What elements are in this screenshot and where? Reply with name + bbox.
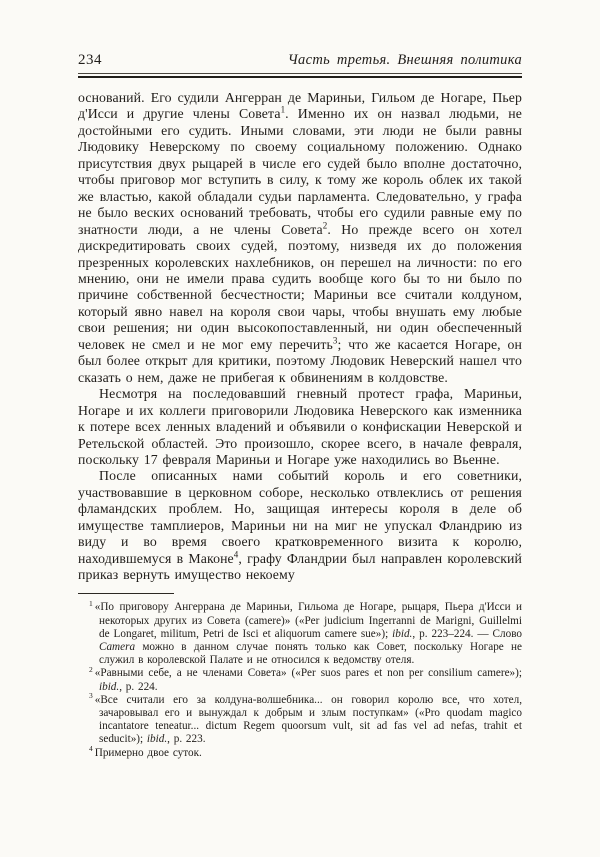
text-run: «Все считали его за колдуна-волшебника... он говорил королю все, что хотел, зачаровывал его и вынуждал к добрым и злым поступкам» («Pro quodam magico incantatore teneatur... dictum Regem quoorsum vult, sit ad fas vel ad nefas, trahit et seducit»); [94, 693, 522, 746]
footnote [78, 743, 522, 760]
footnote-ref: 4 [233, 549, 239, 560]
body-text [78, 90, 522, 584]
header-rule [78, 73, 522, 78]
footnotes-block [78, 598, 522, 759]
footnote-marker: 1 [89, 598, 93, 608]
text-run: , p. 224. [119, 680, 158, 693]
text-run: ; что же касается Ногаре, он был более открыт для критики, поэтому Людовик Неверский нашел что сказать о нем, даже не прибегая к обвинениям в колдовстве. [78, 336, 522, 385]
paragraph [78, 386, 522, 468]
footnote-ref: 1 [280, 104, 286, 115]
footnote-marker: 2 [89, 664, 93, 674]
text-run: оснований. Его судили Ангерран де Мариньи, Гильом де Ногаре, Пьер д'Исси и другие члены Совета [78, 89, 522, 122]
text-run: Примерно двое суток. [94, 746, 202, 759]
italic-text-run: ibid. [146, 733, 168, 746]
footnote [78, 664, 522, 693]
paragraph [78, 468, 522, 583]
text-run: После описанных нами событий король и его советники, участвовавшие в церковном соборе, несколько отвлеклись от решения фламандских проблем. Но, защищая интересы короля в деле об имуществе тамплиеров, Мариньи ни на миг не упускал Фландрию из виду и во время своего кратковременного визита к королю, находившемуся в Маконе [78, 468, 522, 566]
footnote [78, 598, 522, 667]
footnote-ref: 2 [322, 220, 328, 231]
text-run: . Именно их он назвал людьми, не достойными его судить. Иными словами, эти люди не были равны Людовику Неверскому по своему социальному положению. Однако присутствия двух рыцарей в числе его судей было вполне достаточно, чтобы приговор мог вступить в силу, к тому же король облек их такой же властью, какой обладали судьи парламента. Следовательно, у графа не было веских оснований требовать, чтобы его судили равные ему по знатности люди, а не члены Совета [78, 106, 522, 237]
page-header [78, 52, 522, 69]
text-run: , p. 223. [167, 733, 206, 746]
footnote-marker: 3 [89, 691, 93, 701]
text-run: «По приговору Ангеррана де Мариньи, Гильома де Ногаре, рыцаря, Пьера д'Исси и некоторых других из Совета (camere)» («Per judicium Ingerranni de Marigni, Guillelmi de Longaret, militum, Petri de Isci et aliquorum camere sue»); [94, 601, 522, 640]
text-run: «Равными себе, а не членами Совета» («Per suos pares et non per consilium camere»); [94, 667, 522, 680]
italic-text-run: Camera [99, 640, 136, 653]
header-rule-thick-line [78, 76, 522, 78]
footnote-ref: 3 [332, 335, 338, 346]
footnote [78, 691, 522, 747]
paragraph [78, 90, 522, 386]
text-run: Несмотря на последовавший гневный протест графа, Мариньи, Ногаре и их коллеги приговорили Людовика Неверского как изменника к потере всех ленных владений и объявили о конфискации Неверской и Ретельской областей. Это произошло, скорее всего, в начале февраля, поскольку 17 февраля Мариньи и Ногаре уже находились во Вьенне. [78, 386, 522, 467]
text-run: . Но прежде всего он хотел дискредитировать своих судей, поэтому, низведя их до положения презренных королевских нахлебников, он перешел на личности: по его мнению, они не имели права судить вообще кого бы то ни было по причине собственной бесчестности; Мариньи все считали колдуном, который явно навел на короля свои чары, чтобы внушать ему любые свои решения; ни один высокопоставленный, ни один обеспеченный человек не смел и не мог ему перечить [78, 221, 522, 352]
italic-text-run: ibid. [392, 627, 413, 640]
footnote-separator [78, 593, 174, 595]
text-run: , графу Фландрии был направлен королевский приказ вернуть имущество некоему [78, 550, 522, 583]
running-title: Часть третья. Внешняя политика [287, 52, 522, 68]
text-run: можно в данном случае понять только как Совет, поскольку Ногаре не служил в королевской Палате и не относился к ведомству отеля. [99, 640, 522, 667]
page-number: 234 [78, 52, 102, 68]
header-rule-thin-line [78, 73, 522, 74]
text-run: , p. 223–224. — Слово [412, 627, 522, 640]
italic-text-run: ibid. [99, 680, 120, 693]
footnote-marker: 4 [89, 743, 93, 753]
